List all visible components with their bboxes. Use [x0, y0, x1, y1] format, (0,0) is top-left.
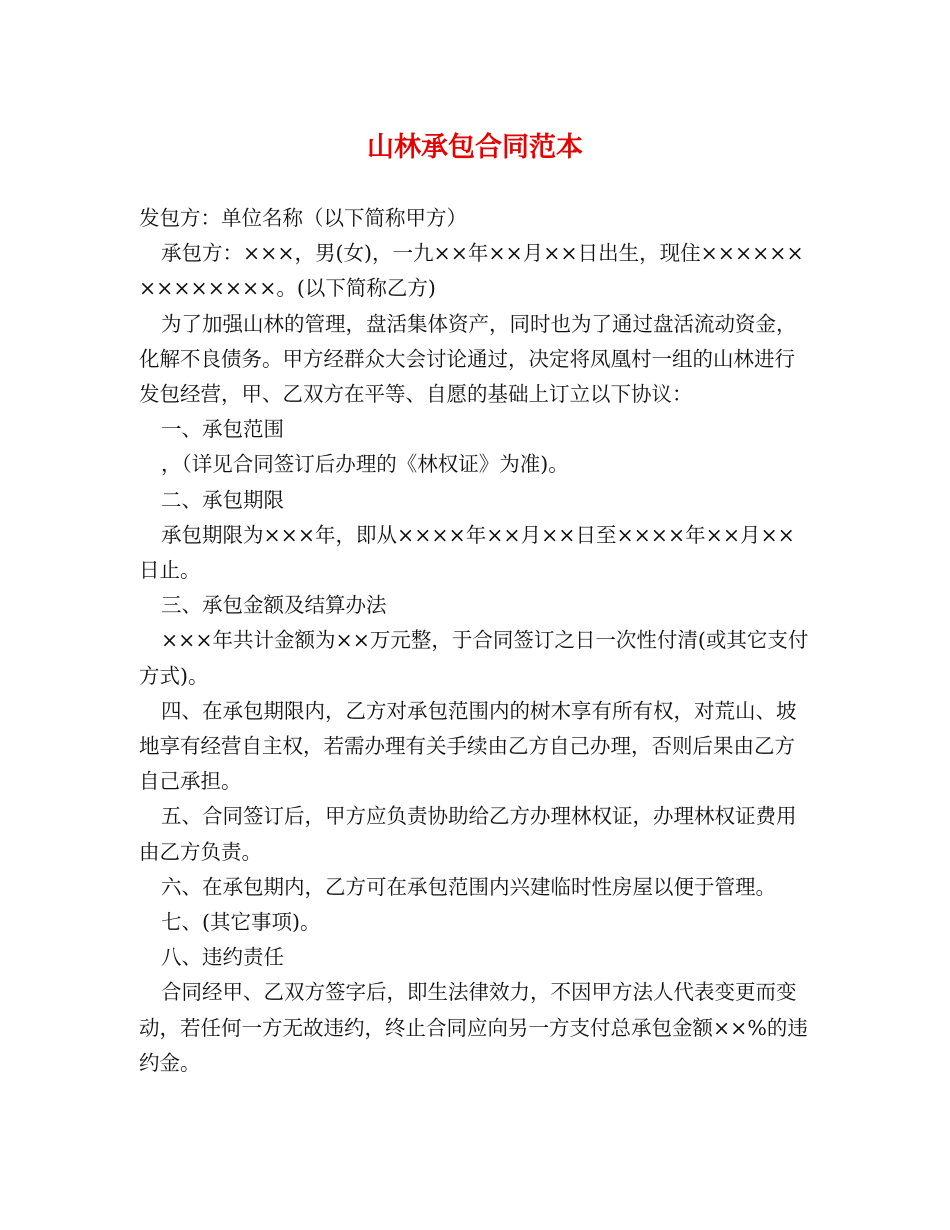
- document-body: [139, 201, 811, 1081]
- paragraph-clause-5: 五、合同签订后，甲方应负责协助给乙方办理林权证，办理林权证费用由乙方负责。: [139, 804, 797, 864]
- document-title: 山林承包合同范本: [367, 132, 583, 163]
- paragraph-clause-4: 四、在承包期限内，乙方对承包范围内的树木享有所有权，对荒山、坡地享有经营自主权，若需办理有关手续由乙方自己办理，否则后果由乙方自己承担。: [139, 698, 797, 794]
- paragraph-clause-6: 六、在承包期内，乙方可在承包范围内兴建临时性房屋以便于管理。: [161, 874, 776, 899]
- paragraph-clause-7: 七、(其它事项)。: [161, 910, 321, 935]
- section-heading-scope: 一、承包范围: [161, 417, 284, 442]
- section-heading-term: 二、承包期限: [161, 487, 284, 512]
- paragraph-breach: 合同经甲、乙双方签字后，即生法律效力，不因甲方法人代表变更而变动，若任何一方无故违约，终止合同应向另一方支付总承包金额××%的违约金。: [139, 980, 808, 1075]
- paragraph-purpose: 为了加强山林的管理，盘活集体资产，同时也为了通过盘活流动资金，化解不良债务。甲方经群众大会讨论通过，决定将凤凰村一组的山林进行发包经营，甲、乙双方在平等、自愿的基础上订立以下协议：: [139, 311, 797, 407]
- paragraph-party-b: 承包方：×××，男(女)，一九××年××月××日出生，现住××××××××××××××。(以下简称乙方): [139, 241, 804, 301]
- section-heading-payment: 三、承包金额及结算办法: [161, 593, 387, 618]
- paragraph-payment: ×××年共计金额为××万元整，于合同签订之日一次性付清(或其它支付方式)。: [139, 628, 809, 688]
- paragraph-party-a: 发包方：单位名称（以下简称甲方）: [139, 206, 467, 230]
- paragraph-term: 承包期限为×××年，即从××××年××月××日至××××年××月××日止。: [139, 522, 795, 583]
- paragraph-scope: ，（详见合同签订后办理的《林权证》为准)。: [161, 452, 569, 477]
- section-heading-breach: 八、违约责任: [161, 945, 284, 970]
